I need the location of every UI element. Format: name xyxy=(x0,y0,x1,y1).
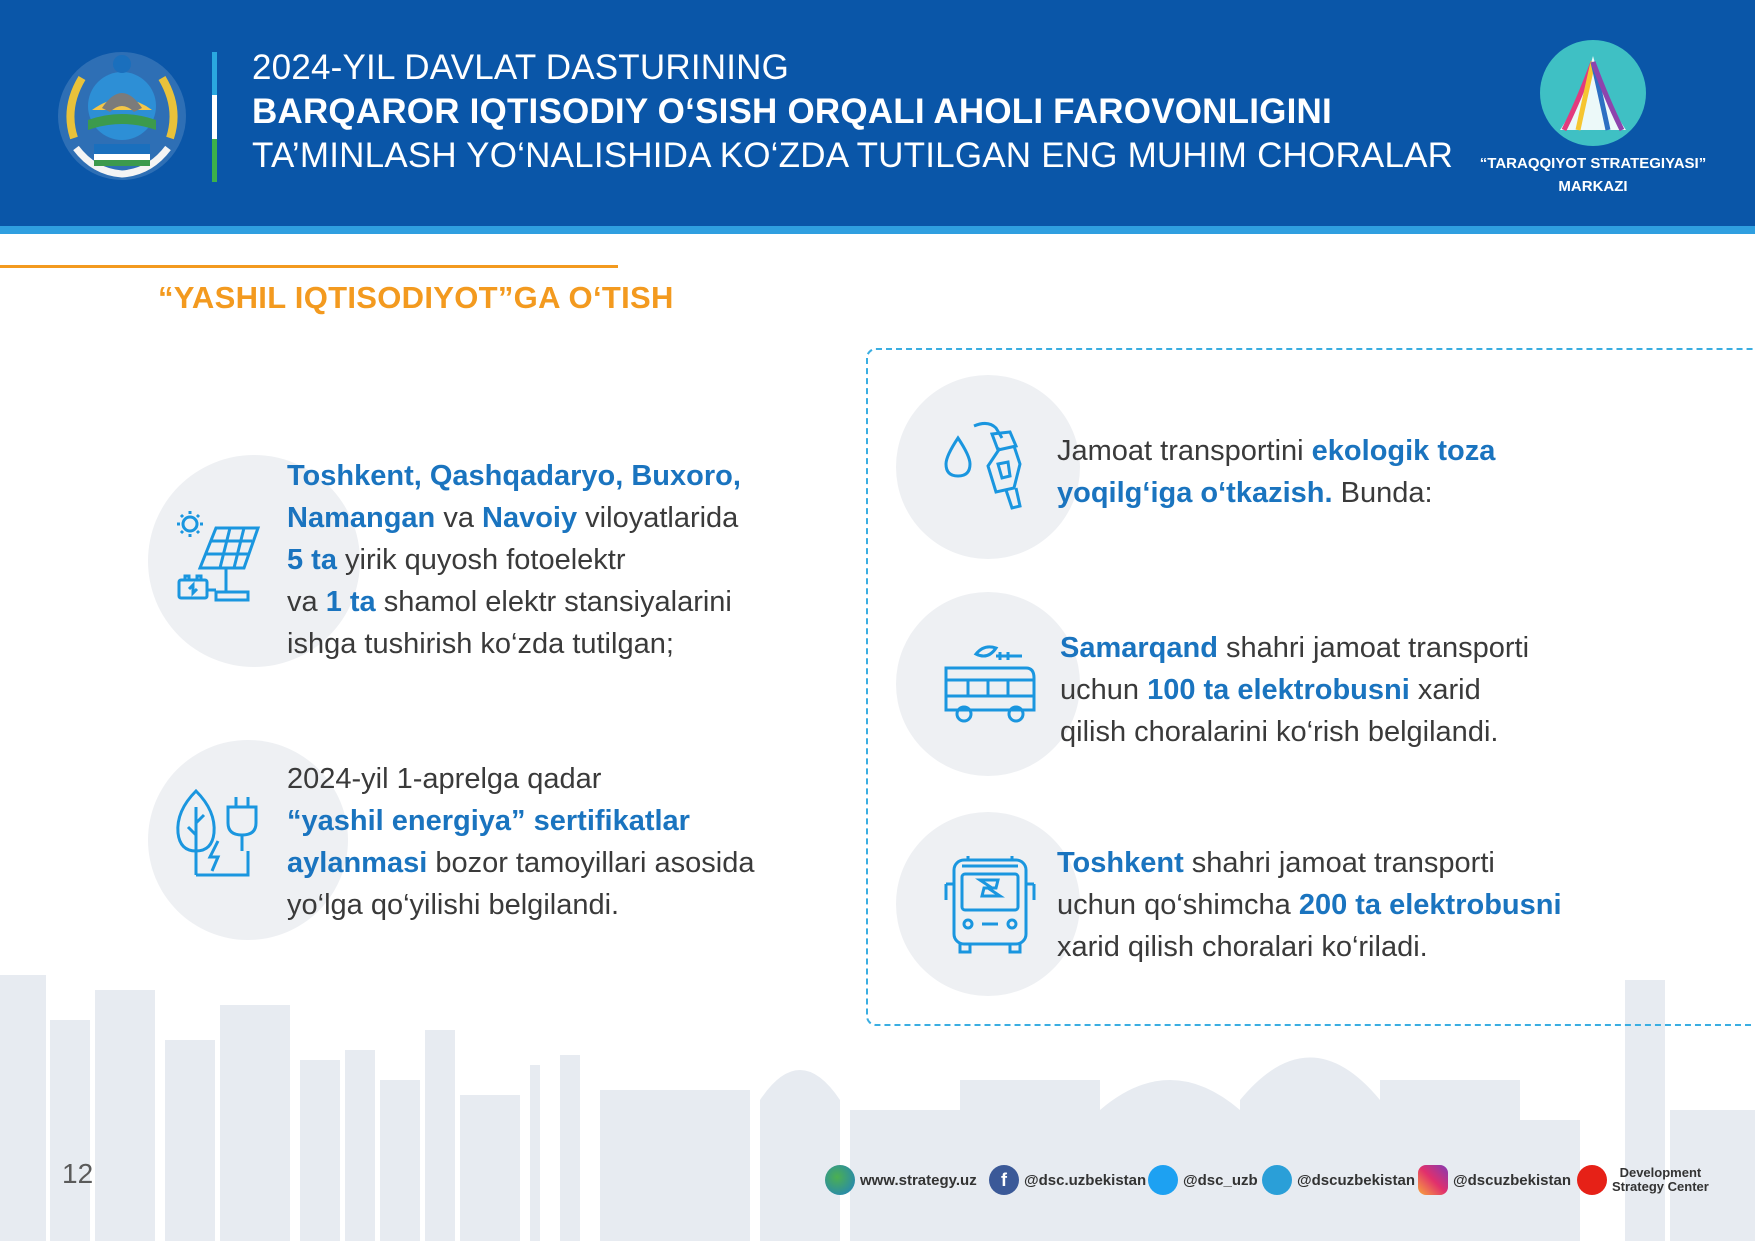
body-text: Jamoat transportini xyxy=(1057,435,1312,467)
body-text: 2024-yil 1-aprelga qadar xyxy=(287,763,602,795)
flag-color-bar xyxy=(212,52,217,182)
body-text: viloyatlarida xyxy=(577,502,739,534)
twitter-icon xyxy=(1148,1165,1178,1195)
instagram-text: @dscuzbekistan xyxy=(1453,1171,1571,1189)
electric-bus-side-icon xyxy=(940,638,1040,738)
text-line xyxy=(287,581,741,623)
header-title xyxy=(252,46,1453,178)
body-text: va xyxy=(287,586,326,618)
left-item-1-text xyxy=(287,455,741,665)
text-line xyxy=(287,842,754,884)
telegram-link[interactable] xyxy=(1262,1160,1415,1200)
text-line xyxy=(287,884,754,926)
logo-caption-line-1: “TARAQQIYOT STRATEGIYASI” xyxy=(1479,155,1707,172)
body-text: yirik quyosh fotoelektr xyxy=(336,544,626,576)
highlight-text: Namangan xyxy=(287,502,436,534)
website-text: www.strategy.uz xyxy=(860,1171,977,1189)
section-title: “YASHIL IQTISODIYOT”GA O‘TISH xyxy=(158,280,674,315)
fuel-nozzle-icon xyxy=(940,418,1040,518)
youtube-link[interactable] xyxy=(1577,1160,1709,1200)
text-line xyxy=(287,497,741,539)
electric-bus-front-icon xyxy=(940,856,1040,956)
header-banner xyxy=(0,0,1755,226)
right-item-2-text xyxy=(1060,627,1529,753)
youtube-text-line-1: Development xyxy=(1619,1165,1702,1180)
text-line xyxy=(1060,669,1529,711)
logo-caption-line-2: MARKAZI xyxy=(1558,178,1628,195)
text-line xyxy=(287,758,754,800)
instagram-icon xyxy=(1418,1165,1448,1195)
youtube-text xyxy=(1612,1166,1709,1194)
body-text: bozor tamoyillari asosida xyxy=(427,847,755,879)
right-item-3-text xyxy=(1057,842,1562,968)
text-line xyxy=(1060,627,1529,669)
body-text: uchun qo‘shimcha xyxy=(1057,889,1299,921)
body-text: va xyxy=(435,502,483,534)
highlight-text: Samarqand xyxy=(1060,632,1218,664)
text-line xyxy=(1057,472,1495,514)
text-line xyxy=(287,800,754,842)
body-text: xarid xyxy=(1409,674,1481,706)
telegram-text: @dscuzbekistan xyxy=(1297,1171,1415,1189)
highlight-text: 5 ta xyxy=(287,544,337,576)
youtube-text-line-2: Strategy Center xyxy=(1612,1179,1709,1194)
body-text: ishga tushirish ko‘zda tutilgan; xyxy=(287,628,674,660)
body-text: uchun xyxy=(1060,674,1148,706)
header-line-2: BARQAROR IQTISODIY O‘SISH ORQALI AHOLI FAROVONLIGINI xyxy=(252,92,1332,131)
header-line-3: TA’MINLASH YO‘NALISHIDA KO‘ZDA TUTILGAN ENG MUHIM CHORALAR xyxy=(252,136,1454,175)
right-item-1-text xyxy=(1057,430,1495,514)
page-number: 12 xyxy=(62,1158,94,1189)
green-energy-plug-icon xyxy=(174,787,274,887)
body-text: shahri jamoat transporti xyxy=(1183,847,1495,879)
facebook-icon: f xyxy=(989,1165,1019,1195)
text-line xyxy=(1057,926,1562,968)
body-text: shamol elektr stansiyalarini xyxy=(375,586,732,618)
body-text: Bunda: xyxy=(1332,477,1433,509)
body-text: qilish choralarini ko‘rish belgilandi. xyxy=(1060,716,1499,748)
dsc-logo-icon xyxy=(1538,38,1648,148)
text-line xyxy=(1057,430,1495,472)
youtube-icon xyxy=(1577,1165,1607,1195)
highlight-text: Navoiy xyxy=(482,502,578,534)
facebook-text: @dsc.uzbekistan xyxy=(1024,1171,1147,1189)
section-rule xyxy=(0,265,618,268)
text-line xyxy=(1060,711,1529,753)
text-line xyxy=(1057,842,1562,884)
highlight-text: 1 ta xyxy=(325,586,376,618)
twitter-text: @dsc_uzb xyxy=(1183,1171,1258,1189)
twitter-link[interactable] xyxy=(1148,1160,1258,1200)
highlight-text: “yashil energiya” sertifikatlar xyxy=(287,805,690,837)
instagram-link[interactable] xyxy=(1418,1160,1571,1200)
highlight-text: Toshkent, Qashqadaryo, Buxoro, xyxy=(287,460,741,492)
telegram-icon xyxy=(1262,1165,1292,1195)
highlight-text: aylanmasi xyxy=(287,847,428,879)
text-line xyxy=(287,455,741,497)
highlight-text: yoqilg‘iga o‘tkazish. xyxy=(1057,477,1333,509)
header-line-1: 2024-YIL DAVLAT DASTURINING xyxy=(252,48,790,87)
solar-panel-icon xyxy=(176,510,276,610)
globe-icon xyxy=(825,1165,855,1195)
website-link[interactable] xyxy=(825,1160,977,1200)
highlight-text: 200 ta elektrobusni xyxy=(1298,889,1562,921)
body-text: xarid qilish choralari ko‘riladi. xyxy=(1057,931,1428,963)
text-line xyxy=(287,539,741,581)
body-text: yo‘lga qo‘yilishi belgilandi. xyxy=(287,889,620,921)
highlight-text: 100 ta elektrobusni xyxy=(1147,674,1410,706)
left-item-2-text xyxy=(287,758,754,926)
highlight-text: ekologik toza xyxy=(1311,435,1496,467)
header-stripe xyxy=(0,226,1755,234)
highlight-text: Toshkent xyxy=(1057,847,1184,879)
dsc-logo-caption xyxy=(1460,152,1726,198)
body-text: shahri jamoat transporti xyxy=(1217,632,1530,664)
text-line xyxy=(1057,884,1562,926)
facebook-link[interactable] xyxy=(989,1160,1146,1200)
text-line xyxy=(287,623,741,665)
state-emblem-icon xyxy=(54,48,190,184)
social-footer xyxy=(825,1160,1755,1200)
